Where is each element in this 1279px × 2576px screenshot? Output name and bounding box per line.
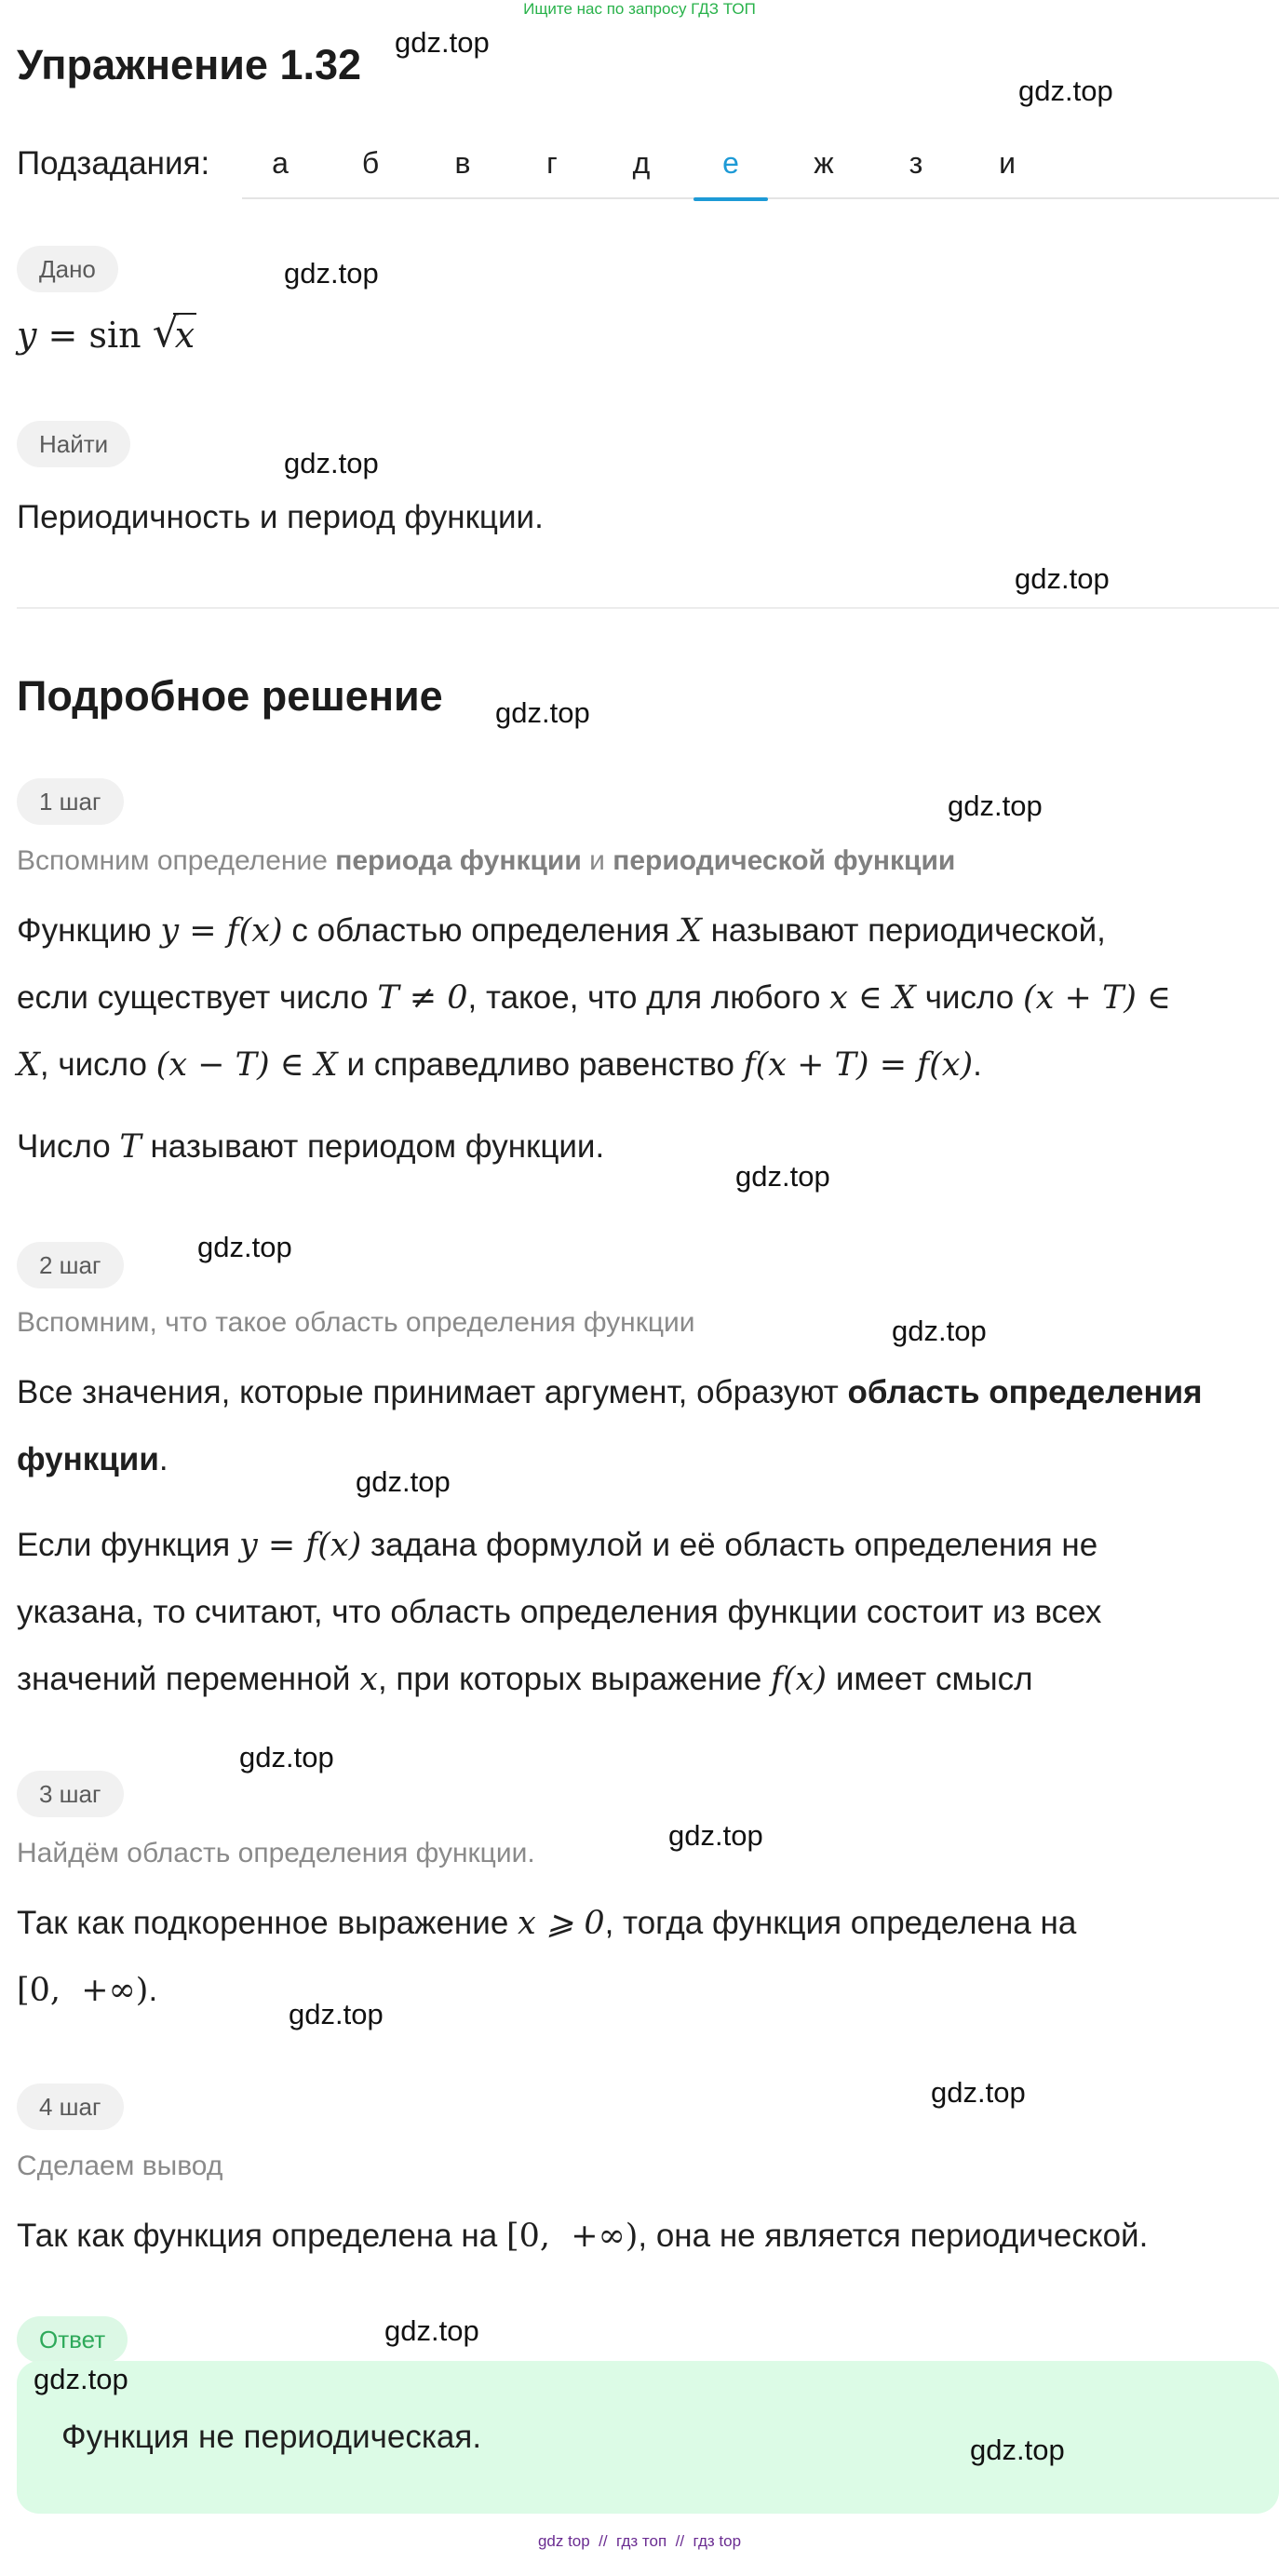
watermark: gdz.top bbox=[892, 1315, 987, 1347]
tab-b[interactable]: б bbox=[361, 146, 380, 180]
watermark: gdz.top bbox=[395, 26, 490, 59]
tab-d[interactable]: д bbox=[632, 146, 651, 180]
step-4-conclusion: Так как функция определена на [0, +∞), она не является периодической. bbox=[17, 2218, 1149, 2255]
watermark: gdz.top bbox=[1015, 562, 1110, 595]
tab-e[interactable]: е bbox=[693, 130, 768, 199]
formula-radicand: x bbox=[174, 315, 195, 356]
step-3-domain bbox=[17, 1890, 1264, 2024]
answer-badge: Ответ bbox=[17, 2316, 128, 2363]
watermark: gdz.top bbox=[356, 1465, 451, 1498]
text-line: если существует число T ≠ 0, такое, что для любого x ∈ X число (x + T) ∈ bbox=[17, 979, 1171, 1017]
page-title: Упражнение 1.32 bbox=[17, 41, 362, 88]
text-line: X, число (x − T) ∈ X и справедливо равенство f(x + T) = f(x). bbox=[17, 1046, 982, 1084]
given-formula bbox=[17, 309, 196, 357]
hint-text: и bbox=[581, 845, 613, 876]
sqrt-symbol bbox=[152, 309, 196, 357]
tab-i[interactable]: и bbox=[999, 146, 1016, 180]
step-1-badge: 1 шаг bbox=[17, 778, 124, 825]
given-badge: Дано bbox=[17, 246, 118, 292]
text-line: [0, +∞). bbox=[17, 1972, 158, 2009]
tab-z[interactable]: з bbox=[909, 146, 923, 180]
step-3-hint: Найдём область определения функции. bbox=[17, 1838, 535, 1868]
watermark: gdz.top bbox=[948, 789, 1043, 822]
watermark: gdz.top bbox=[735, 1160, 830, 1193]
solution-title: Подробное решение bbox=[17, 672, 443, 720]
tab-zh[interactable]: ж bbox=[814, 146, 834, 180]
step-4-badge: 4 шаг bbox=[17, 2084, 124, 2130]
hint-bold: периода функции bbox=[335, 845, 582, 876]
tab-g[interactable]: г bbox=[546, 146, 558, 180]
watermark: gdz.top bbox=[284, 447, 379, 479]
watermark: gdz.top bbox=[384, 2314, 479, 2347]
watermark: gdz.top bbox=[289, 1998, 384, 2030]
subtasks-label: Подзадания: bbox=[17, 145, 210, 182]
watermark: gdz.top bbox=[931, 2076, 1026, 2109]
watermark: gdz.top bbox=[34, 2363, 128, 2395]
hint-bold: периодической функции bbox=[613, 845, 956, 876]
watermark: gdz.top bbox=[668, 1819, 763, 1852]
find-badge: Найти bbox=[17, 421, 130, 467]
tab-a[interactable]: а bbox=[272, 146, 289, 180]
watermark: gdz.top bbox=[1018, 74, 1113, 107]
text-line: указана, то считают, что область определения функции состоит из всех bbox=[17, 1594, 1102, 1630]
watermark: gdz.top bbox=[284, 257, 379, 290]
text-line: Если функция y = f(x) задана формулой и её область определения не bbox=[17, 1527, 1098, 1564]
divider bbox=[17, 607, 1279, 609]
promo-text: Ищите нас по запросу ГДЗ ТОП bbox=[523, 0, 756, 18]
text-line: Так как подкоренное выражение x ⩾ 0, тогда функция определена на bbox=[17, 1905, 1077, 1942]
radical-sign-icon: √ bbox=[152, 309, 179, 357]
text-line: Функцию y = f(x) с областью определения X называют периодической, bbox=[17, 912, 1106, 950]
formula-eq: = sin bbox=[36, 315, 153, 356]
formula-y: y bbox=[17, 315, 37, 356]
text-line: функции. bbox=[17, 1441, 168, 1477]
text-line: Все значения, которые принимает аргумент, образуют область определения bbox=[17, 1374, 1203, 1410]
step-1-period: Число T называют периодом функции. bbox=[17, 1128, 605, 1166]
hint-text: Вспомним определение bbox=[17, 845, 336, 876]
answer-text: Функция не периодическая. bbox=[61, 2419, 482, 2455]
find-text: Периодичность и период функции. bbox=[17, 499, 544, 535]
answer-box bbox=[17, 2361, 1279, 2514]
watermark: gdz.top bbox=[239, 1741, 334, 1774]
text-line: значений переменной x, при которых выражение f(x) имеет смысл bbox=[17, 1661, 1033, 1698]
step-1-hint bbox=[17, 845, 955, 877]
watermark: gdz.top bbox=[970, 2434, 1065, 2466]
subtasks-tabs bbox=[242, 130, 1279, 199]
step-2-badge: 2 шаг bbox=[17, 1242, 124, 1288]
step-3-badge: 3 шаг bbox=[17, 1771, 124, 1817]
step-2-domain-def bbox=[17, 1359, 1264, 1493]
step-2-domain-rule bbox=[17, 1512, 1264, 1713]
footer-text: gdz top // гдз топ // гдз top bbox=[537, 2532, 742, 2550]
tab-v[interactable]: в bbox=[454, 146, 471, 180]
watermark: gdz.top bbox=[197, 1231, 292, 1263]
step-1-definition bbox=[17, 897, 1264, 1099]
step-2-hint: Вспомним, что такое область определения функции bbox=[17, 1307, 695, 1338]
step-4-hint: Сделаем вывод bbox=[17, 2151, 223, 2181]
watermark: gdz.top bbox=[495, 696, 590, 729]
